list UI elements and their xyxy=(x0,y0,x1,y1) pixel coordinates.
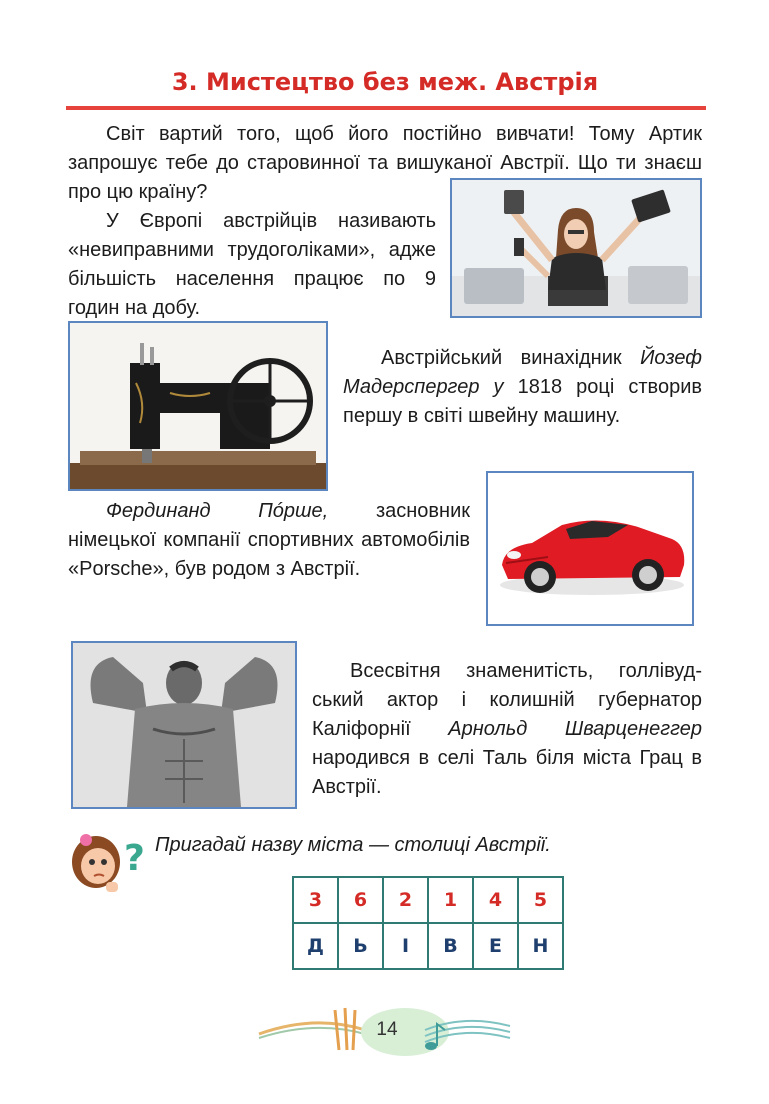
workaholics-paragraph: У Європі австрійців називають «невиправними трудоголіками», адже більшість населення працює по 9 годин на добу. xyxy=(68,210,436,319)
sewing-machine-photo xyxy=(68,321,328,491)
actor-intro: Всесвітня знаменитість, голлівудський актор і колишній губернатор Каліфорнії xyxy=(312,660,702,740)
inventor-fact: 1818 році створив першу в світі швейну машину. xyxy=(343,376,702,427)
porsche-paragraph xyxy=(68,497,470,584)
cipher-numbers-row xyxy=(293,877,563,923)
sewing-machine-paragraph xyxy=(343,344,702,431)
cipher-number-cell: 5 xyxy=(518,877,563,923)
office-worker-photo xyxy=(450,178,702,318)
cipher-number-cell: 3 xyxy=(293,877,338,923)
cipher-letter-cell: І xyxy=(383,923,428,969)
schwarzenegger-paragraph xyxy=(312,657,702,802)
cipher-number-cell: 6 xyxy=(338,877,383,923)
cipher-letters-row xyxy=(293,923,563,969)
thinking-girl-icon xyxy=(66,826,150,896)
porsche-car-photo xyxy=(486,471,694,626)
cipher-letter-cell: Д xyxy=(293,923,338,969)
actor-fact: народився в селі Таль біля міста Грац в Австрії. xyxy=(312,747,702,798)
inventor-name: Йозеф Мадерспергер у xyxy=(343,347,702,398)
task-prompt: Пригадай назву міста — столиці Австрії. xyxy=(155,834,551,856)
cipher-letter-cell: Н xyxy=(518,923,563,969)
title-underline xyxy=(66,106,706,110)
schwarzenegger-photo xyxy=(71,641,297,809)
cipher-number-cell: 2 xyxy=(383,877,428,923)
cipher-letter-cell: Ь xyxy=(338,923,383,969)
cipher-letter-cell: Е xyxy=(473,923,518,969)
porsche-founder-name: Фердинанд Пóрше, xyxy=(106,500,329,522)
intro-paragraph: Світ вартий того, щоб його постійно вивчати! Тому Артик запрошує тебе до старовинної та вишуканої Австрії. Що ти знаєш про цю країну? xyxy=(68,123,702,203)
inventor-intro: Австрійський винахідник xyxy=(381,347,641,369)
cipher-number-cell: 1 xyxy=(428,877,473,923)
cipher-grid xyxy=(292,876,564,970)
cipher-number-cell: 4 xyxy=(473,877,518,923)
actor-name: Арнольд Шварценеггер xyxy=(448,718,702,740)
svg-text:?: ? xyxy=(124,838,145,879)
porsche-fact: засновник німецької компанії спортивних автомобілів «Porsche», був родом з Австрії. xyxy=(68,500,471,580)
lesson-title: 3. Мистецтво без меж. Австрія xyxy=(171,68,599,96)
page-number: 14 xyxy=(376,1019,398,1040)
cipher-letter-cell: В xyxy=(428,923,473,969)
